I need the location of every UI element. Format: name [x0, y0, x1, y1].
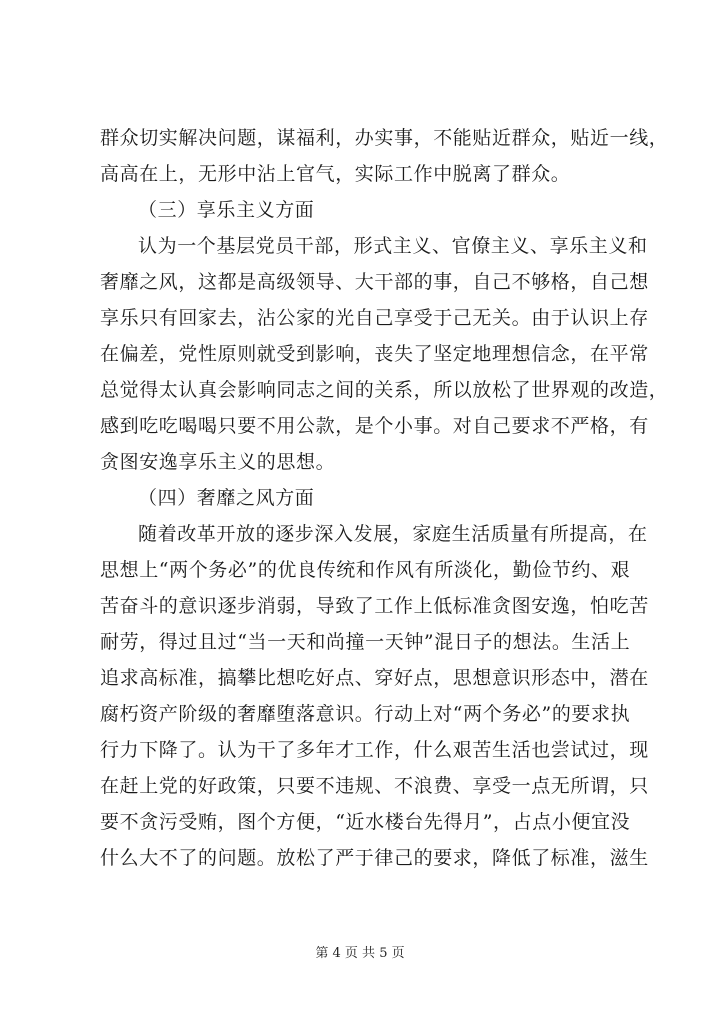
body-line: 行力下降了。认为干了多年才工作，什么艰苦生活也尝试过，现 — [100, 739, 649, 761]
body-line: 高高在上，无形中沾上官气，实际工作中脱离了群众。 — [100, 163, 571, 185]
body-line: 贪图安逸享乐主义的思想。 — [100, 451, 336, 473]
body-line: 苦奋斗的意识逐步消弱，导致了工作上低标准贪图安逸，怕吃苦 — [100, 595, 649, 617]
body-line: 认为一个基层党员干部，形式主义、官僚主义、享乐主义和 — [138, 235, 648, 257]
body-line: 什么大不了的问题。放松了严于律己的要求，降低了标准，滋生 — [100, 847, 649, 869]
section-heading: （三）享乐主义方面 — [138, 199, 315, 221]
document-body — [100, 120, 669, 876]
body-line: 在赶上党的好政策，只要不违规、不浪费、享受一点无所谓，只 — [100, 775, 649, 797]
section-heading: （四）奢靡之风方面 — [138, 487, 315, 509]
body-line: 追求高标准，搞攀比想吃好点、穿好点，思想意识形态中，潜在 — [100, 667, 649, 689]
body-line: 腐朽资产阶级的奢靡堕落意识。行动上对“两个务必”的要求执 — [100, 703, 631, 725]
body-line: 在偏差，党性原则就受到影响，丧失了坚定地理想信念，在平常 — [100, 343, 649, 365]
page-number-footer: 第 4 页 共 5 页 — [315, 946, 405, 961]
body-line: 思想上“两个务必”的优良传统和作风有所淡化，勤俭节约、艰 — [100, 559, 631, 581]
body-line: 感到吃吃喝喝只要不用公款，是个小事。对自己要求不严格，有 — [100, 415, 649, 437]
body-line: 要不贪污受贿，图个方便，“近水楼台先得月”，占点小便宜没 — [100, 811, 631, 833]
body-line: 奢靡之风，这都是高级领导、大干部的事，自己不够格，自己想 — [100, 271, 649, 293]
body-line: 享乐只有回家去，沾公家的光自己享受于己无关。由于认识上存 — [100, 307, 649, 329]
body-line: 总觉得太认真会影响同志之间的关系，所以放松了世界观的改造， — [100, 379, 669, 401]
body-line: 群众切实解决问题，谋福利，办实事，不能贴近群众，贴近一线， — [100, 127, 669, 149]
body-line: 随着改革开放的逐步深入发展，家庭生活质量有所提高，在 — [138, 523, 648, 545]
body-line: 耐劳，得过且过“当一天和尚撞一天钟”混日子的想法。生活上 — [100, 631, 631, 653]
